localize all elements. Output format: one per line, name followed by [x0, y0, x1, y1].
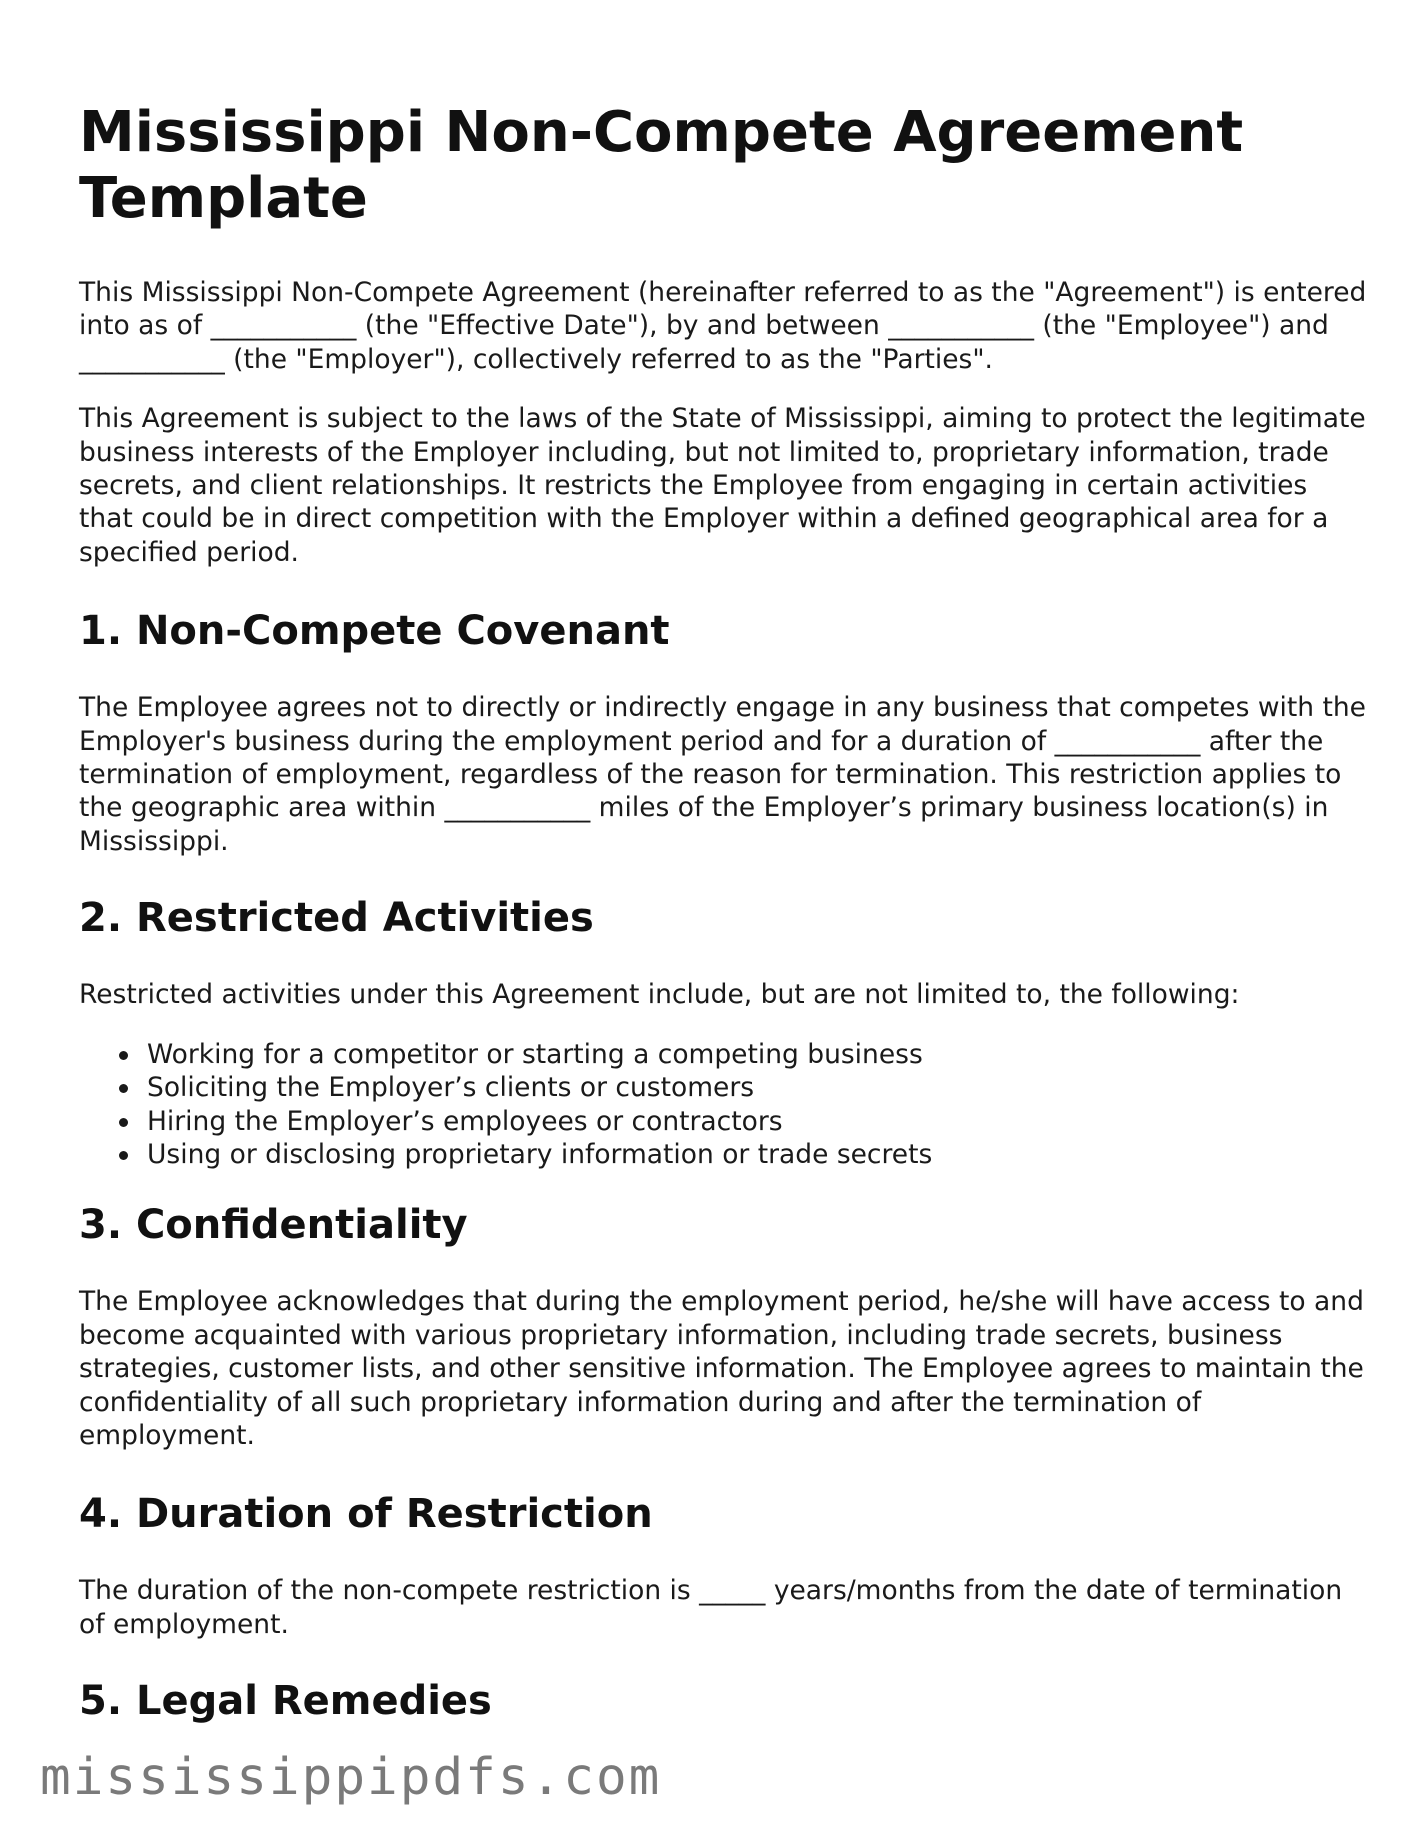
- section-heading: 2. Restricted Activities: [79, 895, 594, 942]
- section-heading: 5. Legal Remedies: [79, 1678, 492, 1725]
- section-heading: 4. Duration of Restriction: [79, 1491, 653, 1538]
- section-non-compete-covenant: [79, 607, 1369, 858]
- intro-paragraph-1: This Mississippi Non-Compete Agreement (hereinafter referred to as the "Agreement") is entered into as of ___________ (the "Effective Date"), by and between ___________ (the "Employee") and ___________ (the "Employer"), collectively referred to as the "Parties".: [79, 277, 1367, 375]
- restricted-activities-list: [79, 1038, 1369, 1172]
- section-heading: 1. Non-Compete Covenant: [79, 608, 670, 655]
- list-item: Working for a competitor or starting a competing business: [147, 1038, 1369, 1071]
- intro-paragraph-2: This Agreement is subject to the laws of the State of Mississippi, aiming to protect the legitimate business interests of the Employer including, but not limited to, proprietary information, trade secrets, and client relationships. It restricts the Employee from engaging in certain activities that could be in direct competition with the Employer within a defined geographical area for a specified period.: [79, 403, 1366, 568]
- section-heading: 3. Confidentiality: [79, 1202, 468, 1249]
- list-item: Hiring the Employer’s employees or contractors: [147, 1105, 1369, 1138]
- section-text: Restricted activities under this Agreement include, but are not limited to, the following:: [79, 979, 1240, 1011]
- page-title: Mississippi Non-Compete Agreement Template: [79, 100, 1244, 231]
- section-duration-of-restriction: [79, 1490, 1369, 1641]
- list-item: Using or disclosing proprietary information or trade secrets: [147, 1138, 1369, 1171]
- section-text: The Employee acknowledges that during the employment period, he/she will have access to and become acquainted with various proprietary information, including trade secrets, business strategies, customer lists, and other sensitive information. The Employee agrees to maintain the confidentiality of all such proprietary information during and after the termination of employment.: [79, 1286, 1364, 1451]
- section-confidentiality: [79, 1201, 1369, 1452]
- section-legal-remedies: [79, 1677, 1369, 1725]
- section-restricted-activities: [79, 894, 1369, 1171]
- site-watermark: mississippipdfs.com: [40, 1748, 662, 1807]
- section-text: The Employee agrees not to directly or indirectly engage in any business that competes with the Employer's business during the employment period and for a duration of ___________ after the termination of employment, regardless of the reason for termination. This restriction applies to the geographic area within ___________ miles of the Employer’s primary business location(s) in Mississippi.: [79, 692, 1366, 857]
- document-page: [79, 100, 1369, 1725]
- section-text: The duration of the non-compete restriction is _____ years/months from the date of termination of employment.: [79, 1575, 1343, 1640]
- list-item: Soliciting the Employer’s clients or customers: [147, 1071, 1369, 1104]
